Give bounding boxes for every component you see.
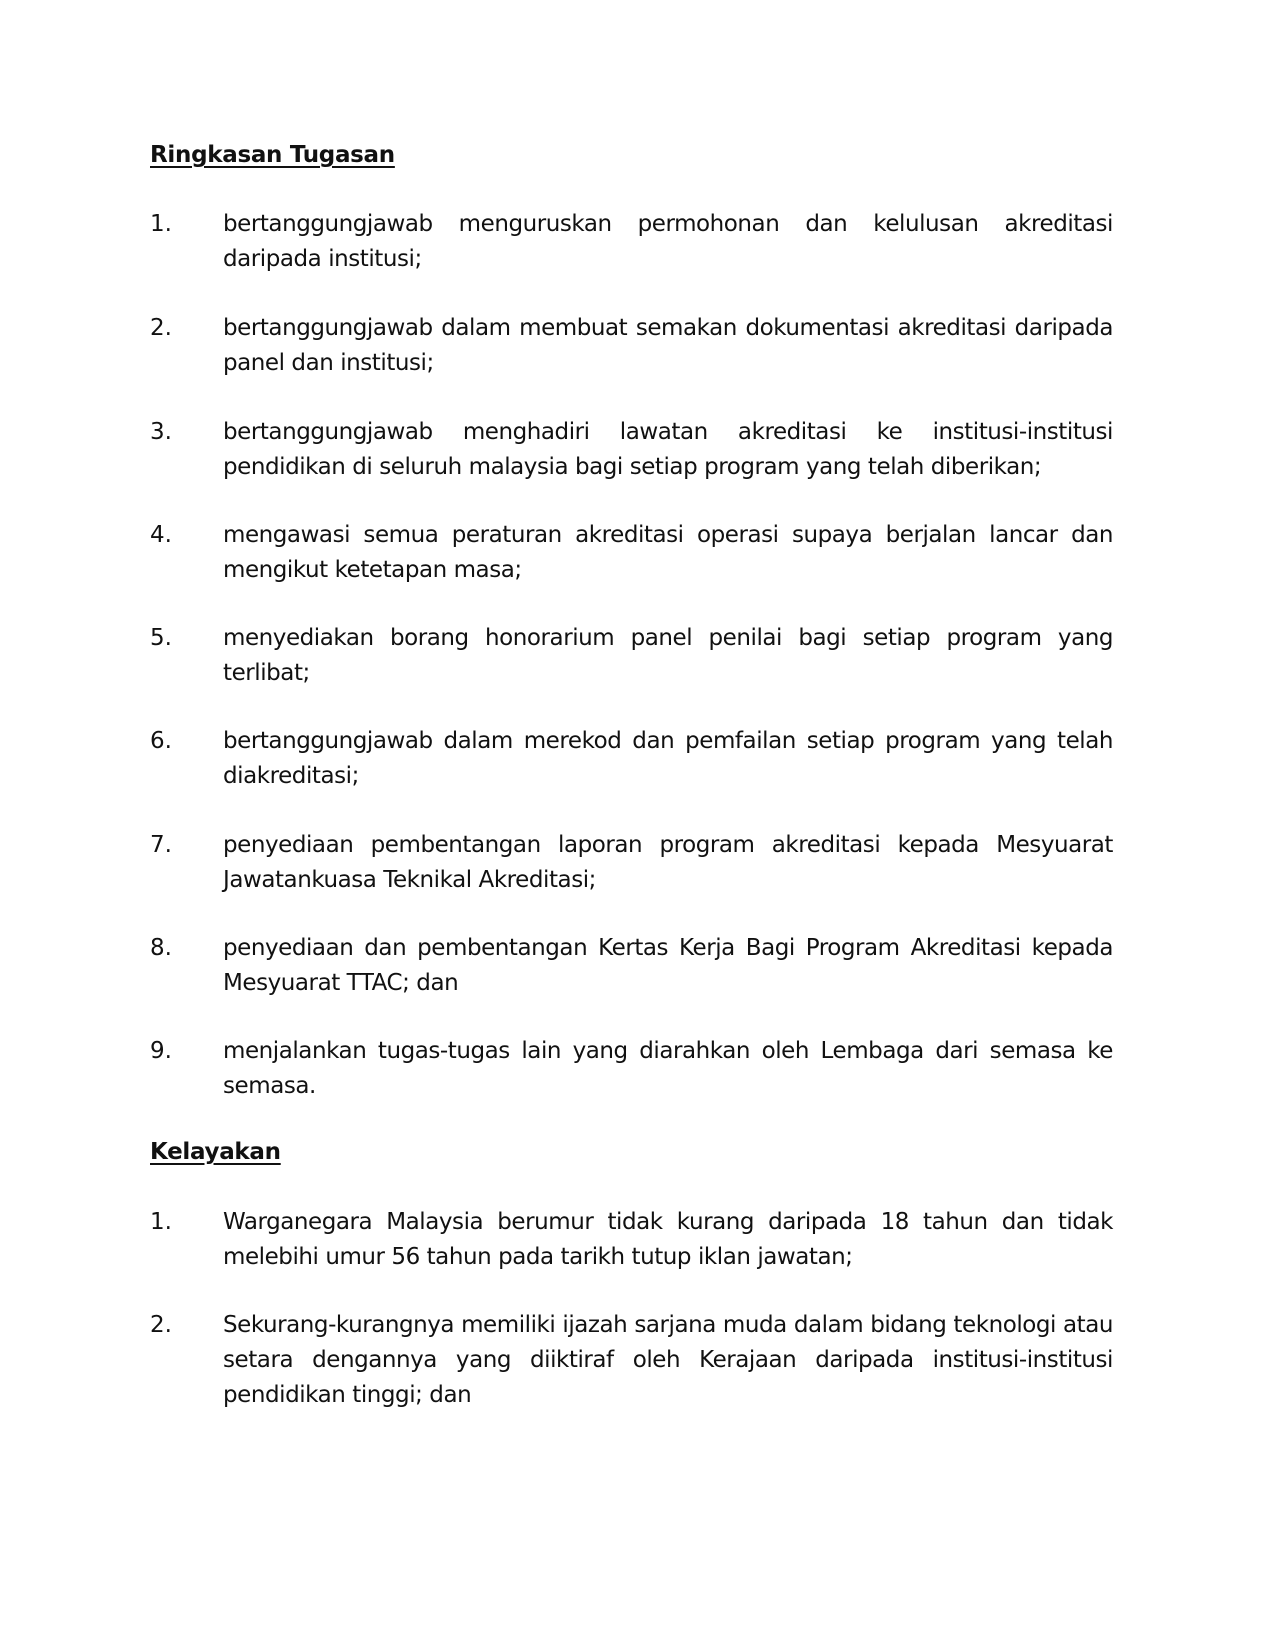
section-heading-kelayakan: Kelayakan	[150, 1139, 281, 1165]
item-text: penyediaan dan pembentangan Kertas Kerja Bagi Program Akreditasi kepada Mesyuarat TTAC; dan	[223, 935, 1113, 996]
item-number: 2.	[150, 315, 172, 341]
item-number: 1.	[150, 1209, 172, 1235]
item-text: bertanggungjawab menguruskan permohonan dan kelulusan akreditasi daripada institusi;	[223, 211, 1113, 272]
item-number: 1.	[150, 211, 172, 237]
section-heading-ringkasan-tugasan: Ringkasan Tugasan	[150, 142, 395, 168]
item-number: 9.	[150, 1038, 172, 1064]
item-text: mengawasi semua peraturan akreditasi operasi supaya berjalan lancar dan mengikut ketetapan masa;	[223, 522, 1113, 583]
item-number: 6.	[150, 728, 172, 754]
item-text: Sekurang-kurangnya memiliki ijazah sarjana muda dalam bidang teknologi atau setara dengannya yang diiktiraf oleh Kerajaan daripada institusi-institusi pendidikan tinggi; dan	[223, 1312, 1113, 1408]
item-text: Warganegara Malaysia berumur tidak kurang daripada 18 tahun dan tidak melebihi umur 56 tahun pada tarikh tutup iklan jawatan;	[223, 1209, 1113, 1270]
item-text: bertanggungjawab menghadiri lawatan akreditasi ke institusi-institusi pendidikan di seluruh malaysia bagi setiap program yang telah diberikan;	[223, 419, 1113, 480]
item-text: bertanggungjawab dalam merekod dan pemfailan setiap program yang telah diakreditasi;	[223, 728, 1113, 789]
item-number: 2.	[150, 1312, 172, 1338]
item-text: bertanggungjawab dalam membuat semakan dokumentasi akreditasi daripada panel dan institusi;	[223, 315, 1113, 376]
item-text: menjalankan tugas-tugas lain yang diarahkan oleh Lembaga dari semasa ke semasa.	[223, 1038, 1113, 1099]
item-number: 7.	[150, 832, 172, 858]
item-number: 5.	[150, 625, 172, 651]
item-number: 3.	[150, 419, 172, 445]
item-text: menyediakan borang honorarium panel penilai bagi setiap program yang terlibat;	[223, 625, 1113, 686]
item-number: 8.	[150, 935, 172, 961]
item-text: penyediaan pembentangan laporan program akreditasi kepada Mesyuarat Jawatankuasa Teknikal Akreditasi;	[223, 832, 1113, 893]
item-number: 4.	[150, 522, 172, 548]
